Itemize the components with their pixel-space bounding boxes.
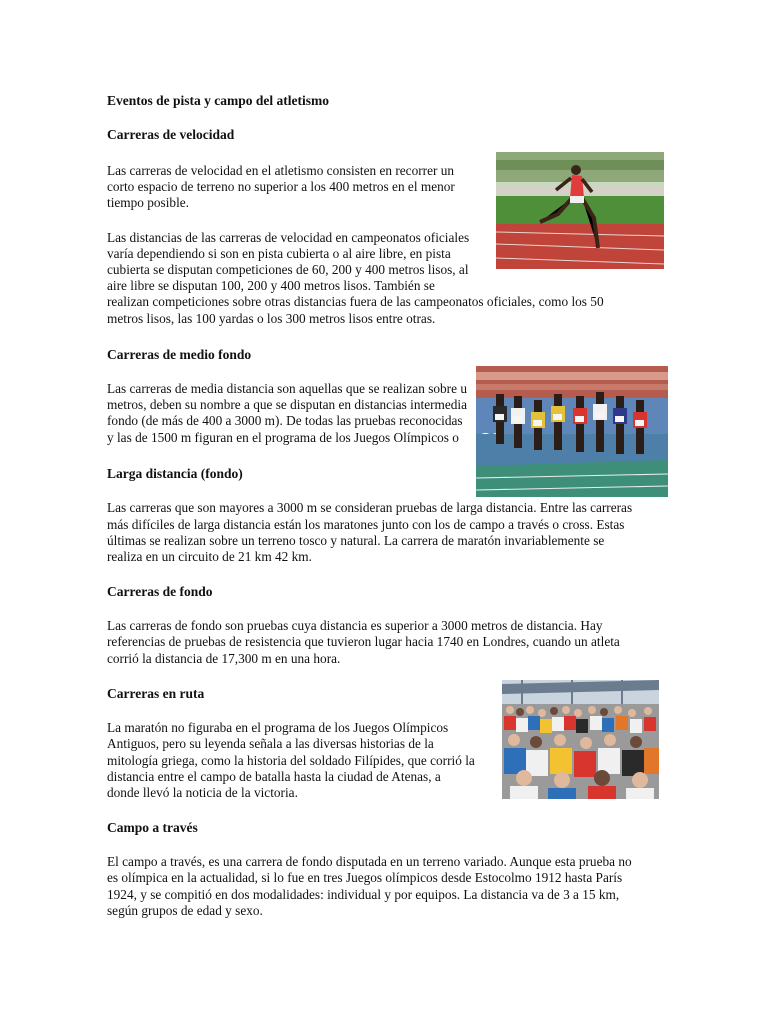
paragraph-line: más difíciles de larga distancia están los maratones junto con los de campo a través o cross. Estas [107,517,625,532]
heading-ruta: Carreras en ruta [107,686,205,701]
pack-runners-photo [476,366,668,497]
heading-campo-traves: Campo a través [107,820,198,835]
paragraph-line: Las carreras de media distancia son aquellas que se realizan sobre u [107,381,467,396]
paragraph-line: varía dependiendo si son en pista cubierta o al aire libre, en pista [107,246,451,261]
paragraph-line: metros lisos, las 100 yardas o los 300 metros lisos entre otras. [107,311,436,326]
heading-velocidad: Carreras de velocidad [107,127,235,142]
heading-larga-distancia: Larga distancia (fondo) [107,466,243,481]
paragraph-line: según grupos de edad y sexo. [107,903,263,918]
paragraph-line: y las de 1500 m figuran en el programa de los Juegos Olímpicos o [107,430,459,445]
paragraph-line: es olímpica en la actualidad, si lo fue en tres Juegos olímpicos desde Estocolmo 1912 hasta París [107,870,623,885]
document-title: Eventos de pista y campo del atletismo [107,93,329,108]
paragraph-line: Las distancias de las carreras de velocidad en campeonatos oficiales [107,230,470,245]
paragraph-line: Las carreras de fondo son pruebas cuya distancia es superior a 3000 metros de distancia. Hay [107,618,603,633]
paragraph-line: tiempo posible. [107,195,189,210]
paragraph-line: distancia entre el campo de batalla hasta la ciudad de Atenas, a [107,769,441,784]
paragraph-line: realizan competiciones sobre otras distancias fuera de las campeonatos oficiales, como los 50 [107,294,604,309]
paragraph-line: cubierta se disputan competiciones de 60, 200 y 400 metros lisos, al [107,262,469,277]
paragraph-line: realiza en un circuito de 21 km 42 km. [107,549,312,564]
paragraph-line: donde llevó la noticia de la victoria. [107,785,298,800]
paragraph-line: referencias de pruebas de resistencia que tuvieron lugar hacia 1740 en Londres, cuando un atleta [107,634,620,649]
heading-fondo: Carreras de fondo [107,584,213,599]
paragraph-line: últimas se realizan sobre un terreno tosco y natural. La carrera de maratón invariablemente se [107,533,605,548]
paragraph-line: 1924, y se compitió en dos modalidades: individual y por equipos. La distancia va de 3 a 15 km, [107,887,620,902]
paragraph-line: El campo a través, es una carrera de fondo disputada en un terreno variado. Aunque esta prueba no [107,854,632,869]
paragraph-line: mitología griega, como la historia del soldado Filípides, que corrió la [107,753,475,768]
paragraph-line: La maratón no figuraba en el programa de los Juegos Olímpicos [107,720,449,735]
paragraph-line: Las carreras que son mayores a 3000 m se consideran pruebas de larga distancia. Entre las carreras [107,500,633,515]
paragraph-line: corrió la distancia de 17,300 m en una hora. [107,651,341,666]
paragraph-line: fondo (de más de 400 a 3000 m). De todas las pruebas reconocidas [107,413,463,428]
sprinter-photo [496,152,664,269]
paragraph-line: corto espacio de terreno no superior a los 400 metros en el menor [107,179,455,194]
heading-medio-fondo: Carreras de medio fondo [107,347,252,362]
paragraph-line: metros, deben su nombre a que se disputan en distancias intermedia [107,397,468,412]
paragraph-line: Antiguos, pero su leyenda señala a las diversas historias de la [107,736,434,751]
paragraph-line: aire libre se disputan 100, 200 y 400 metros lisos. También se [107,278,435,293]
paragraph-line: Las carreras de velocidad en el atletismo consisten en recorrer un [107,163,455,178]
marathon-crowd-photo [502,680,659,799]
